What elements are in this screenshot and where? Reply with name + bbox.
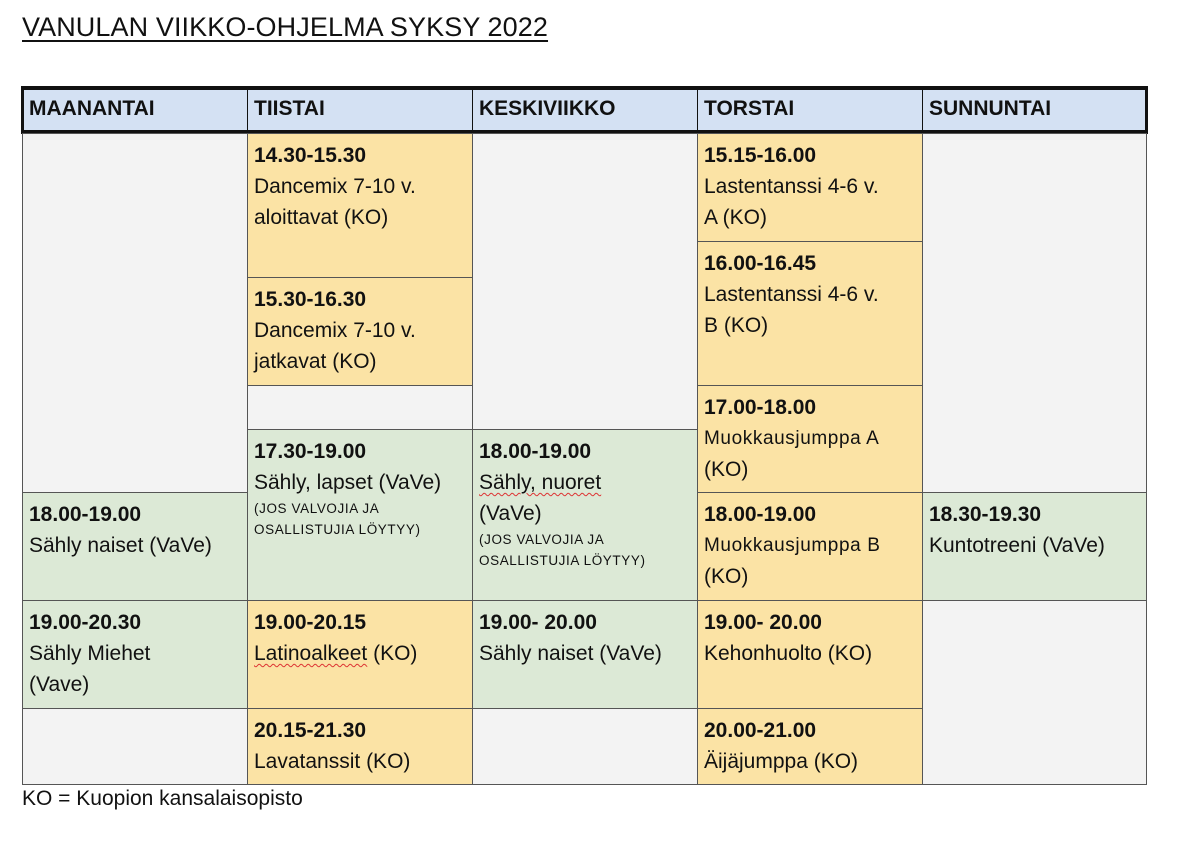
thu-lastentanssi-a bbox=[697, 133, 923, 242]
time: 19.00- 20.00 bbox=[704, 611, 822, 634]
organizer: (KO) bbox=[704, 565, 749, 588]
activity: Lastentanssi 4-6 v. bbox=[704, 175, 879, 198]
tue-lavatanssit bbox=[247, 708, 473, 785]
header-torstai: TORSTAI bbox=[697, 88, 923, 132]
time: 15.30-16.30 bbox=[254, 288, 367, 311]
note: (JOS VALVOJIA JA bbox=[254, 501, 380, 516]
thu-muokkausjumppa-a bbox=[697, 385, 923, 493]
page-title: VANULAN VIIKKO-OHJELMA SYKSY 2022 bbox=[22, 12, 549, 42]
group: aloittavat (KO) bbox=[254, 206, 389, 229]
time: 16.00-16.45 bbox=[704, 252, 817, 275]
sun-empty-bottom bbox=[922, 600, 1147, 785]
header-left-border bbox=[21, 86, 24, 134]
thu-aijajumppa bbox=[697, 708, 923, 785]
tue-empty-gap bbox=[247, 385, 473, 430]
activity: Lavatanssit (KO) bbox=[254, 750, 411, 773]
time: 19.00- 20.00 bbox=[479, 611, 597, 634]
activity bbox=[479, 467, 691, 498]
tue-sahly-lapset bbox=[247, 429, 473, 601]
mon-empty-bottom bbox=[22, 708, 248, 785]
activity: Sähly naiset (VaVe) bbox=[29, 534, 212, 557]
activity: Lastentanssi 4-6 v. bbox=[704, 283, 879, 306]
activity: Muokkausjumppa B bbox=[704, 535, 881, 556]
sun-kuntotreeni bbox=[922, 492, 1147, 601]
wed-sahly-naiset bbox=[472, 600, 698, 709]
header-tiistai: TIISTAI bbox=[247, 88, 473, 132]
activity: Kuntotreeni (VaVe) bbox=[929, 534, 1105, 557]
thu-muokkausjumppa-b bbox=[697, 492, 923, 601]
time: 19.00-20.15 bbox=[254, 611, 367, 634]
organizer: (Vave) bbox=[29, 673, 90, 696]
header-sunnuntai: SUNNUNTAI bbox=[922, 88, 1147, 132]
time: 18.00-19.00 bbox=[479, 440, 592, 463]
activity: Äijäjumppa (KO) bbox=[704, 750, 859, 773]
wed-empty-top bbox=[472, 133, 698, 430]
tue-dancemix-aloittavat bbox=[247, 133, 473, 278]
activity: Sähly, lapset (VaVe) bbox=[254, 471, 442, 494]
activity: Sähly Miehet bbox=[29, 642, 151, 665]
time: 19.00-20.30 bbox=[29, 611, 142, 634]
group: B (KO) bbox=[704, 314, 769, 337]
note: OSALLISTUJIA LÖYTYY) bbox=[254, 522, 421, 537]
group: A (KO) bbox=[704, 206, 768, 229]
header-maanantai: MAANANTAI bbox=[22, 88, 248, 132]
time: 17.00-18.00 bbox=[704, 396, 817, 419]
activity-name: Sähly, nuoret bbox=[479, 471, 602, 494]
group: jatkavat (KO) bbox=[254, 350, 377, 373]
activity: Sähly naiset (VaVe) bbox=[479, 642, 662, 665]
time: 18.00-19.00 bbox=[704, 503, 817, 526]
thu-kehonhuolto bbox=[697, 600, 923, 709]
header-keskiviikko: KESKIVIIKKO bbox=[472, 88, 698, 132]
mon-sahly-miehet bbox=[22, 600, 248, 709]
time: 18.00-19.00 bbox=[29, 503, 142, 526]
time: 20.00-21.00 bbox=[704, 719, 817, 742]
activity: Dancemix 7-10 v. bbox=[254, 175, 416, 198]
mon-sahly-naiset bbox=[22, 492, 248, 601]
time: 20.15-21.30 bbox=[254, 719, 367, 742]
time: 15.15-16.00 bbox=[704, 144, 817, 167]
activity bbox=[254, 638, 466, 669]
thu-lastentanssi-b bbox=[697, 241, 923, 386]
tue-latinoalkeet bbox=[247, 600, 473, 709]
organizer: (VaVe) bbox=[479, 502, 542, 525]
note: OSALLISTUJIA LÖYTYY) bbox=[479, 553, 646, 568]
activity: Kehonhuolto (KO) bbox=[704, 642, 873, 665]
organizer: (KO) bbox=[704, 458, 749, 481]
wed-sahly-nuoret bbox=[472, 429, 698, 601]
mon-empty-top bbox=[22, 133, 248, 493]
header-top-border bbox=[21, 86, 1148, 90]
sun-empty-top bbox=[922, 133, 1147, 493]
activity: Muokkausjumppa A bbox=[704, 428, 880, 449]
time: 14.30-15.30 bbox=[254, 144, 367, 167]
time: 17.30-19.00 bbox=[254, 440, 367, 463]
tue-dancemix-jatkavat bbox=[247, 277, 473, 386]
activity-name: Latinoalkeet bbox=[254, 642, 368, 665]
organizer: (KO) bbox=[367, 642, 418, 665]
header-right-border bbox=[1145, 86, 1148, 134]
time: 18.30-19.30 bbox=[929, 503, 1042, 526]
footer-legend: KO = Kuopion kansalaisopisto bbox=[22, 787, 303, 810]
note: (JOS VALVOJIA JA bbox=[479, 532, 605, 547]
wed-empty-bottom bbox=[472, 708, 698, 785]
activity: Dancemix 7-10 v. bbox=[254, 319, 416, 342]
